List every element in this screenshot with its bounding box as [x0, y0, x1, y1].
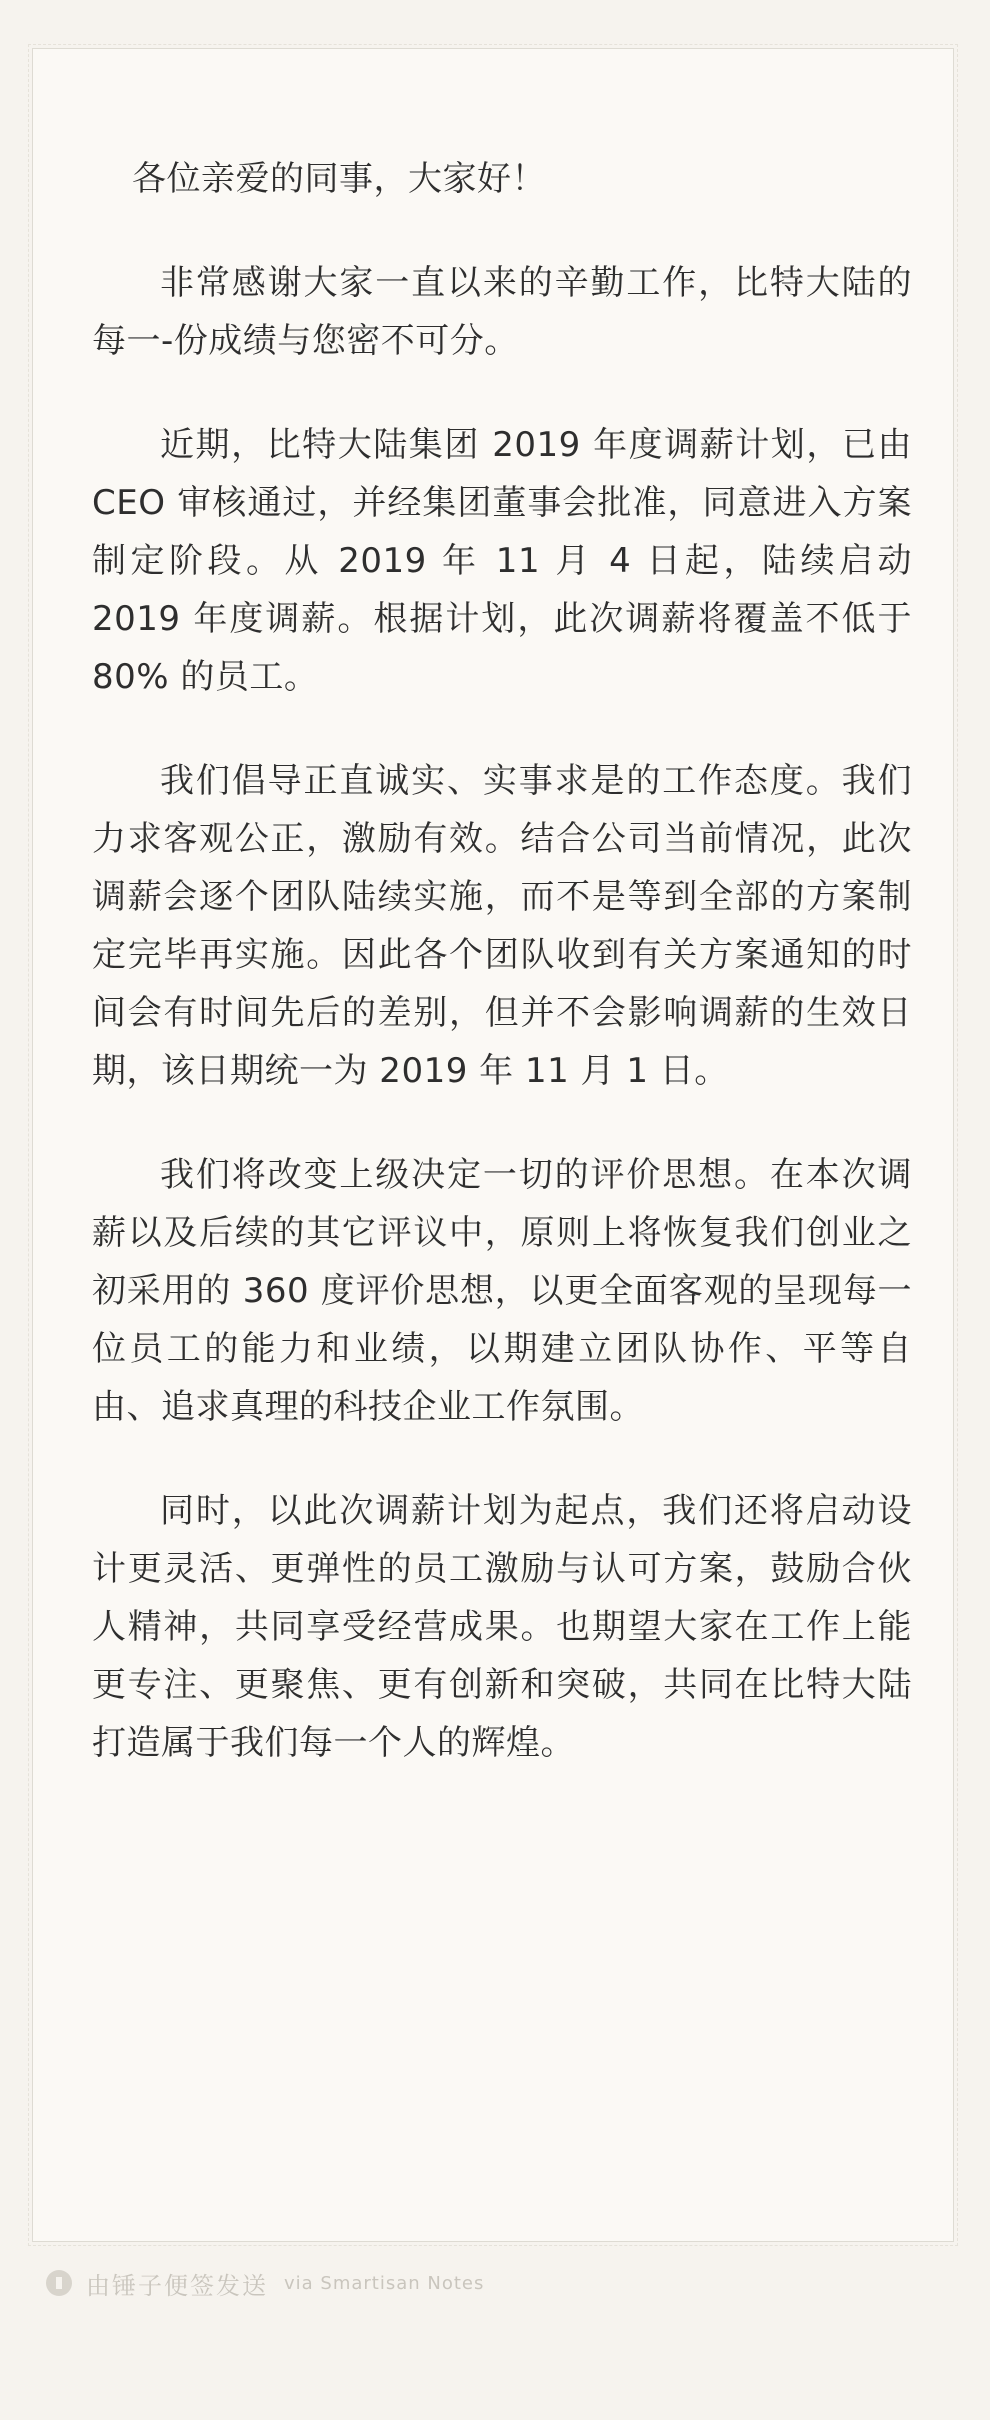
paragraph-evaluation: 我们将改变上级决定一切的评价思想。在本次调薪以及后续的其它评议中，原则上将恢复我们创业之初采用的 360 度评价思想，以更全面客观的呈现每一位员工的能力和业绩，以期建立团队协作、平等自由、追求真理的科技企业工作氛围。 — [92, 1155, 912, 1427]
paragraph-incentive: 同时，以此次调薪计划为起点，我们还将启动设计更灵活、更弹性的员工激励与认可方案，鼓励合伙人精神，共同享受经营成果。也期望大家在工作上能更专注、更聚焦、更有创新和突破，共同在比特大陆打造属于我们每一个人的辉煌。 — [92, 1491, 912, 1763]
footer-sent-via-cn: 由锤子便签发送 — [86, 2271, 268, 2300]
smartisan-notes-icon — [46, 2270, 72, 2296]
footer-signature — [46, 2268, 484, 2298]
letter-body — [92, 150, 912, 1818]
footer-sent-via-en: via Smartisan Notes — [284, 2272, 485, 2294]
paragraph-thanks: 非常感谢大家一直以来的辛勤工作，比特大陆的每一-份成绩与您密不可分。 — [92, 263, 912, 361]
paragraph-principle: 我们倡导正直诚实、实事求是的工作态度。我们力求客观公正，激励有效。结合公司当前情况，此次调薪会逐个团队陆续实施，而不是等到全部的方案制定完毕再实施。因此各个团队收到有关方案通知的时间会有时间先后的差别，但并不会影响调薪的生效日期，该日期统一为 2019 年 11 月 1 日。 — [92, 761, 912, 1091]
paragraph-plan: 近期，比特大陆集团 2019 年度调薪计划，已由 CEO 审核通过，并经集团董事会批准，同意进入方案制定阶段。从 2019 年 11 月 4 日起，陆续启动 2019 年度调薪。根据计划，此次调薪将覆盖不低于 80% 的员工。 — [92, 425, 912, 697]
greeting: 各位亲爱的同事，大家好！ — [132, 159, 546, 199]
